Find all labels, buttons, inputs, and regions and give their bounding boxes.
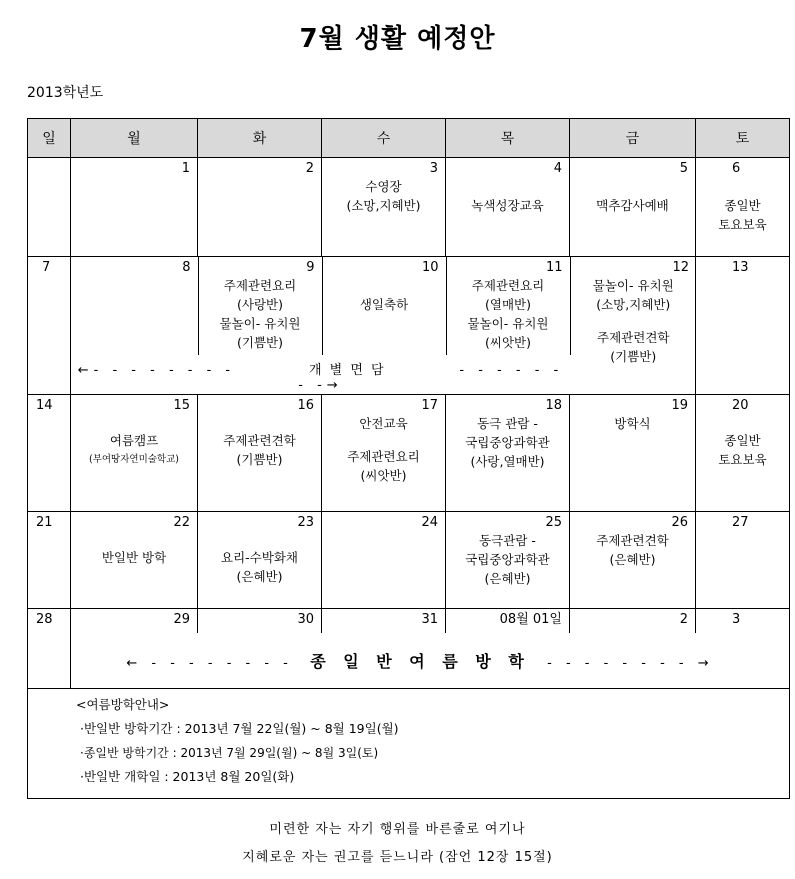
week-row-4: [28, 512, 790, 609]
event-text: 동극 관람 -: [477, 416, 538, 431]
day-number: 20: [732, 398, 749, 413]
weekday-tue: 화: [198, 119, 322, 158]
weekday-mon: 월: [71, 119, 198, 158]
school-year: 2013학년도: [27, 85, 104, 101]
event-text: 주제관련견학: [597, 330, 670, 345]
footer-verse-1: 미련한 자는 자기 행위를 바른줄로 여기나: [269, 822, 526, 837]
event-text: 토요보육: [718, 452, 767, 467]
day-cell: [446, 257, 570, 355]
event-text: (은혜반): [609, 552, 656, 567]
day-number: 26: [671, 515, 688, 530]
week-row-5: [28, 609, 790, 633]
event-text: (열매반): [485, 297, 531, 312]
event-text: (기쁨반): [236, 452, 283, 467]
weekday-sat: 토: [696, 119, 790, 158]
day-number: 3: [429, 161, 438, 176]
day-number: 24: [421, 515, 438, 530]
day-number: 31: [421, 612, 438, 627]
day-number: 10: [421, 260, 439, 275]
event-text: 요리-수박화채: [221, 550, 298, 565]
day-number: 18: [545, 398, 562, 413]
event-text: (기쁨반): [237, 335, 283, 350]
weekday-thu: 목: [446, 119, 570, 158]
week2-span-cell: [71, 257, 696, 395]
day-number: 12: [672, 260, 689, 275]
event-text: 주제관련견학: [223, 433, 296, 448]
day-number: 27: [732, 515, 749, 530]
event-text: 안전교육: [359, 416, 408, 431]
weekday-header-row: [28, 119, 790, 158]
day-number: 13: [732, 260, 749, 275]
day-cell: [198, 395, 322, 512]
day-cell: [570, 609, 696, 633]
event-text: 맥추감사예배: [596, 198, 669, 213]
footer-verse-2: 지혜로운 자는 권고를 듣느니라 (잠언 12장 15절): [242, 850, 553, 865]
event-text: 수영장: [365, 179, 402, 194]
event-text: 방학식: [614, 416, 651, 431]
event-text: 물놀이- 유치원: [592, 278, 674, 293]
vacation-info-row: [28, 689, 790, 799]
day-number: 7: [42, 260, 51, 275]
event-text: (씨앗반): [360, 468, 407, 483]
day-number: 14: [36, 398, 53, 413]
day-cell: [28, 158, 71, 257]
event-text: (부여땅자연미술학교): [88, 454, 179, 465]
day-number: 22: [173, 515, 190, 530]
event-text: (소망,지혜반): [346, 198, 421, 213]
event-text: 주제관련요리: [347, 449, 420, 464]
week-row-1: [28, 158, 790, 257]
event-text: 생일축하: [359, 297, 409, 312]
info-heading: <여름방학안내>: [76, 697, 170, 712]
day-cell: [446, 512, 570, 609]
event-text: 주제관련요리: [471, 278, 545, 293]
day-cell: [28, 395, 71, 512]
week-row-3: [28, 395, 790, 512]
week-row-2: [28, 257, 790, 395]
day-cell: [322, 257, 446, 355]
interview-banner: [71, 355, 570, 393]
day-number: 15: [173, 398, 190, 413]
event-text: (사랑,열매반): [470, 454, 545, 469]
event-text: 국립중앙과학관: [465, 435, 550, 450]
day-cell: [198, 512, 322, 609]
day-cell: [322, 395, 446, 512]
day-cell: [198, 257, 322, 355]
day-number: 16: [297, 398, 314, 413]
day-number: 3: [732, 612, 741, 627]
day-number: 9: [306, 260, 315, 275]
event-text: 토요보육: [718, 217, 767, 232]
info-line: ·반일반 개학일 : 2013년 8월 20일(화): [80, 769, 295, 784]
banner-arrow-left: ←- - - - - - - -: [77, 363, 236, 378]
day-cell: [696, 158, 790, 257]
day-cell: [446, 395, 570, 512]
day-number: 28: [36, 612, 53, 627]
weekday-fri: 금: [570, 119, 696, 158]
day-number: 5: [679, 161, 688, 176]
vacation-arrow-left: ← - - - - - - - -: [126, 655, 293, 671]
day-cell: [446, 158, 570, 257]
event-text: 주제관련요리: [223, 278, 297, 293]
event-text: 동극관람 -: [479, 533, 536, 548]
day-cell: [322, 512, 446, 609]
day-cell: [696, 609, 790, 633]
day-cell: [696, 395, 790, 512]
day-cell: [71, 257, 198, 355]
day-cell: [28, 257, 71, 395]
weekday-sun: 일: [28, 119, 71, 158]
vacation-text: 종 일 반 여 름 방 학: [310, 651, 530, 671]
day-number: 17: [421, 398, 438, 413]
day-number: 08월 01일: [499, 612, 562, 627]
day-cell: [570, 512, 696, 609]
weekday-wed: 수: [322, 119, 446, 158]
day-cell: [198, 609, 322, 633]
banner-arrow-right: - - - - - - - -→: [298, 363, 564, 393]
event-text: 종일반: [724, 433, 761, 448]
day-number: 21: [36, 515, 53, 530]
event-text: 주제관련견학: [596, 533, 669, 548]
day-number: 19: [671, 398, 688, 413]
day-cell: [71, 609, 198, 633]
day-cell: [570, 257, 696, 393]
day-cell: [696, 512, 790, 609]
event-text: 물놀이- 유치원: [467, 316, 549, 331]
day-number: 2: [679, 612, 688, 627]
day-cell: [71, 512, 198, 609]
day-number: 23: [297, 515, 314, 530]
event-text: (은혜반): [236, 569, 283, 584]
day-cell: [446, 609, 570, 633]
day-cell: [570, 158, 696, 257]
day-number: 1: [181, 161, 190, 176]
event-text: 여름캠프: [109, 433, 159, 448]
day-number: 29: [173, 612, 190, 627]
day-cell: [570, 395, 696, 512]
day-number: 2: [305, 161, 314, 176]
banner-text: 개 별 면 담: [308, 363, 386, 378]
day-cell: [696, 257, 790, 395]
day-number: 6: [732, 161, 741, 176]
vacation-banner: [71, 633, 790, 689]
vacation-arrow-right: - - - - - - - - →: [547, 655, 714, 671]
event-text: 종일반: [724, 198, 761, 213]
event-text: 녹색성장교육: [471, 198, 544, 213]
calendar-table: [27, 118, 790, 799]
day-cell: [28, 512, 71, 609]
event-text: (기쁨반): [610, 349, 657, 364]
day-number: 25: [545, 515, 562, 530]
event-text: 반일반 방학: [101, 550, 167, 565]
day-cell: [322, 158, 446, 257]
event-text: (사랑반): [237, 297, 283, 312]
page-title: 7월 생활 예정안: [299, 24, 496, 54]
vacation-info: [28, 689, 790, 799]
vacation-banner-row: [28, 633, 790, 689]
info-line: ·종일반 방학기간 : 2013년 7월 29일(월) ~ 8월 3일(토): [80, 746, 379, 760]
day-number: 8: [182, 260, 191, 275]
event-text: 국립중앙과학관: [465, 552, 550, 567]
day-cell: [71, 158, 198, 257]
event-text: 물놀이- 유치원: [219, 316, 301, 331]
day-number: 30: [297, 612, 314, 627]
day-number: 11: [545, 260, 563, 275]
event-text: (은혜반): [484, 571, 531, 586]
day-number: 4: [553, 161, 562, 176]
event-text: (씨앗반): [485, 335, 531, 350]
day-cell: [322, 609, 446, 633]
day-cell: [198, 158, 322, 257]
info-line: ·반일반 방학기간 : 2013년 7월 22일(월) ~ 8월 19일(월): [80, 721, 399, 736]
day-cell: [71, 395, 198, 512]
day-cell: [28, 609, 71, 633]
event-text: (소망,지혜반): [596, 297, 671, 312]
